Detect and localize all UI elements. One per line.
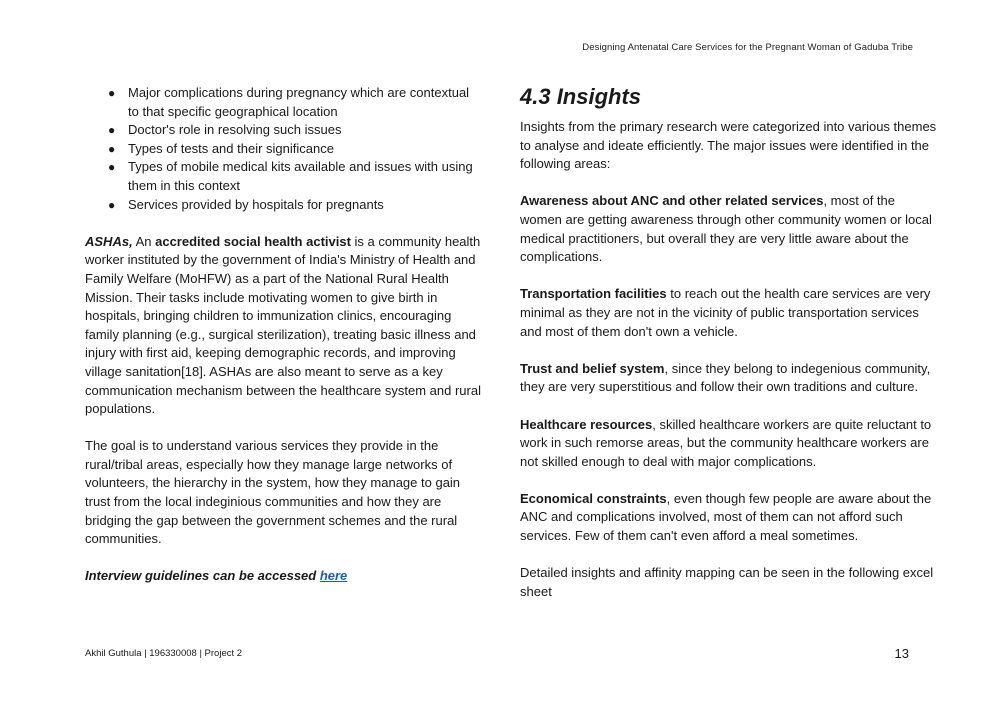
list-item: ● Major complications during pregnancy which are contextual to that specific geographical location — [108, 85, 470, 119]
asha-paragraph: ASHAs, An accredited social health activist is a community health worker instituted by the government of India's Ministry of Health and Family Welfare (MoHFW) as a part of the National Rural Health Mission. Their tasks include motivating women to give birth in hospitals, bringing children to immunization clinics, encouraging family planning (e.g., surgical sterilization), treating basic illness and injury with first aid, keeping demographic records, and improving village sanitation[18]. ASHAs are also meant to serve as a key communication mechanism between the healthcare system and rural populations. — [85, 233, 481, 417]
list-item: ● Types of mobile medical kits available and issues with using them in this context — [108, 159, 473, 193]
insight-item: Healthcare resources, skilled healthcare workers are quite reluctant to work in such remorse areas, but the community healthcare workers are not skilled enough to deal with major complications. — [520, 416, 932, 469]
list-item: ● Types of tests and their significance — [128, 140, 483, 159]
goal-paragraph: The goal is to understand various services they provide in the rural/tribal areas, especially how they manage large networks of volunteers, the hierarchy in the system, how they manage to gain trust from the local indeginious communities and how they are bridging the gap between the government schemes and the rural communities. — [85, 438, 461, 547]
bullet-icon: ● — [108, 197, 116, 212]
right-column — [520, 84, 938, 601]
research-topics-list — [85, 84, 483, 214]
bullet-icon: ● — [108, 160, 116, 175]
list-item: ● Services provided by hospitals for pregnants — [128, 196, 483, 215]
bullet-icon: ● — [108, 86, 116, 100]
list-item: ● Doctor's role in resolving such issues — [128, 121, 483, 140]
bullet-icon: ● — [108, 123, 116, 138]
section-heading: 4.3 Insights — [520, 84, 642, 109]
footer-author: Akhil Guthula | 196330008 | Project 2 — [85, 648, 243, 659]
interview-guidelines-link[interactable]: here — [319, 568, 348, 584]
bullet-icon: ● — [108, 141, 116, 156]
running-header: Designing Antenatal Care Services for the Pregnant Woman of Gaduba Tribe — [582, 42, 913, 53]
page-number: 13 — [894, 646, 909, 661]
insight-item: Economical constraints, even though few people are aware about the ANC and complications involved, most of them can not afford such services. Few of them can't even afford a meal sometimes. — [520, 490, 932, 544]
insights-intro: Insights from the primary research were categorized into various themes to analyse and ideate efficiently. The major issues were identified in the following areas: — [520, 119, 937, 172]
left-column — [85, 84, 483, 586]
closing-paragraph: Detailed insights and affinity mapping can be seen in the following excel sheet — [520, 565, 934, 599]
insight-item: Transportation facilities to reach out the health care services are very minimal as they are not in the vicinity of public transportation services and most of them don't own a vehicle. — [520, 286, 931, 339]
insight-item: Trust and belief system, since they belong to indegenious community, they are very superstitious and follow their own traditions and culture. — [520, 360, 931, 395]
insight-item: Awareness about ANC and other related services, most of the women are getting awareness through other community women or local medical practitioners, but overall they are very little aware about the complications. — [520, 193, 932, 265]
interview-note: Interview guidelines can be accessed here — [85, 568, 348, 584]
